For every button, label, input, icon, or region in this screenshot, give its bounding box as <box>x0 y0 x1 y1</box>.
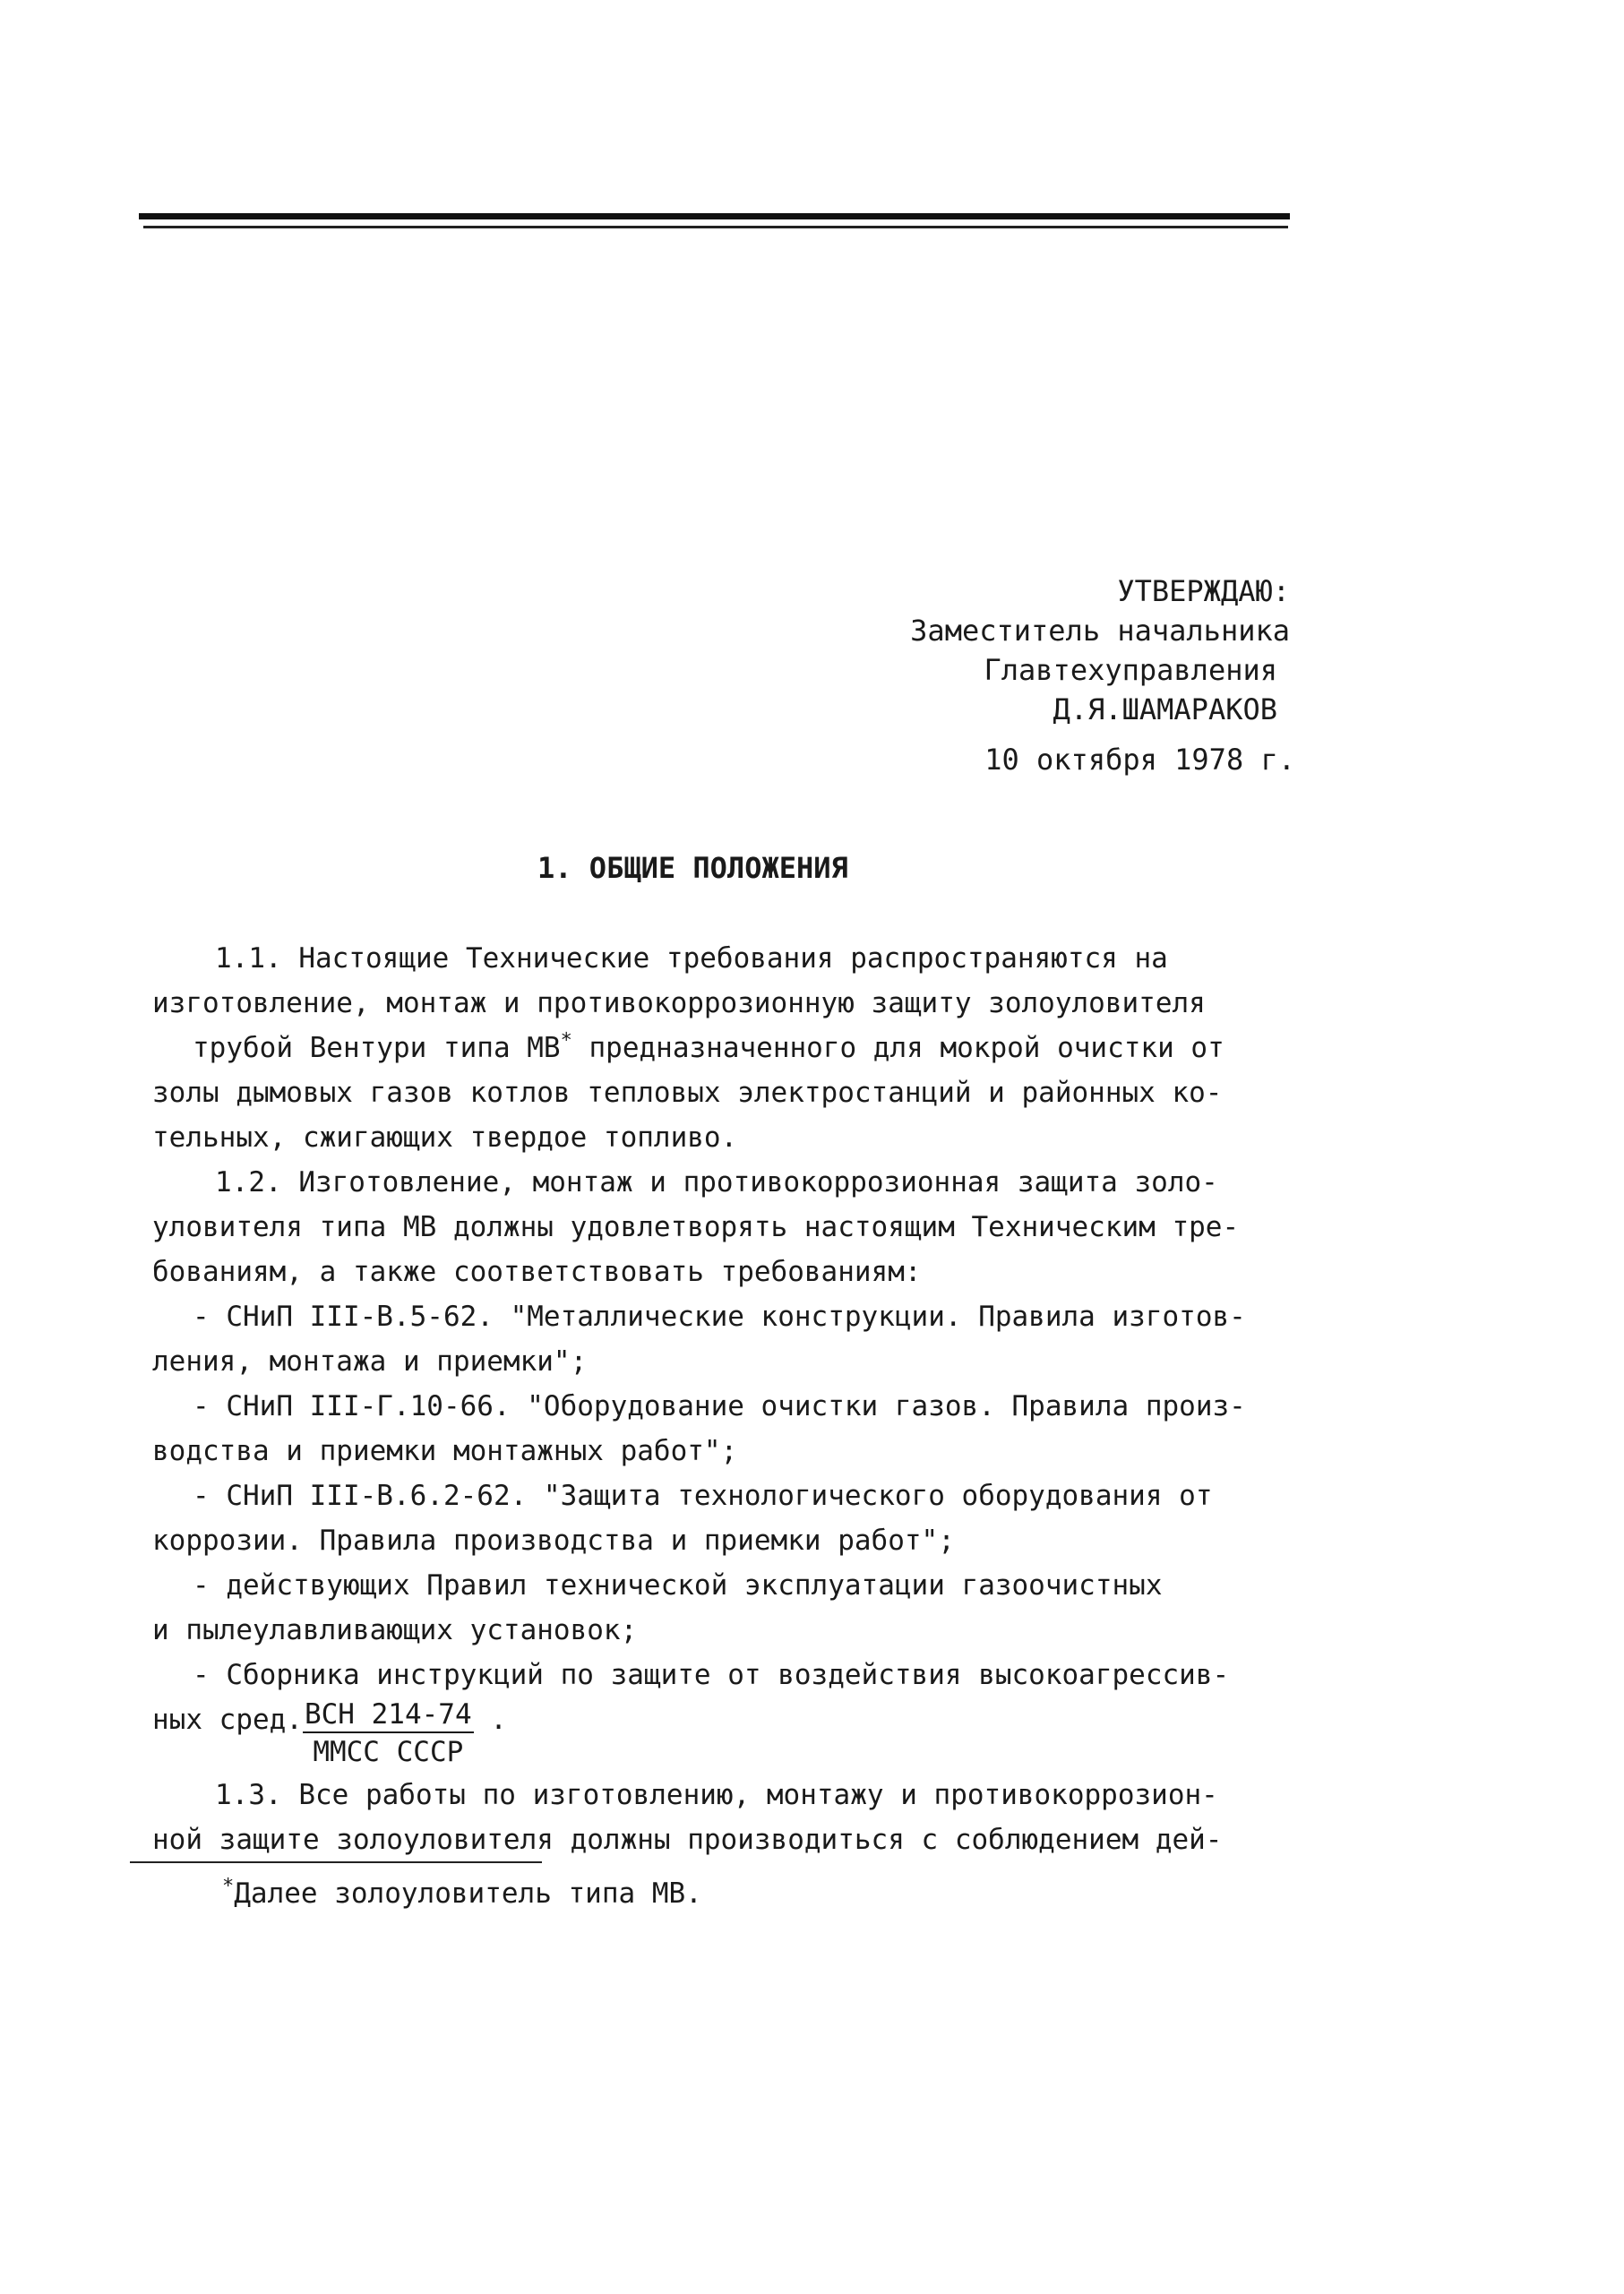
approval-name: Д.Я.ШАМАРАКОВ <box>1053 692 1277 726</box>
p1-2-line-5: ления, монтажа и приемки"; <box>152 1345 588 1378</box>
p1-1-line-3a: трубой Вентури типа МВ <box>193 1032 561 1064</box>
p1-2-line-13 <box>152 1697 1308 1773</box>
p1-2-line-13-text: ных сред. <box>152 1704 303 1736</box>
p1-3-line-1: 1.3. Все работы по изготовлению, монтажу и противокоррозион- <box>215 1779 1218 1811</box>
p1-2-line-4: - СНиП III-В.5-62. "Металлические конструкции. Правила изготов- <box>193 1301 1246 1333</box>
p1-1-line-3b: предназначенного для мокрой очистки от <box>571 1032 1224 1064</box>
p1-2-line-8: - СНиП III-В.6.2-62. "Защита технологического оборудования от <box>193 1480 1213 1512</box>
approval-position-line2: Главтехуправления <box>984 653 1277 687</box>
p1-2-line-1: 1.2. Изготовление, монтаж и противокоррозионная защита золо- <box>215 1166 1218 1199</box>
p1-2-line-10: - действующих Правил технической эксплуатации газоочистных <box>193 1569 1163 1602</box>
document-body <box>152 936 1308 1862</box>
p1-2-line-12: - Сборника инструкций по защите от воздействия высокоагрессив- <box>193 1659 1230 1691</box>
p1-2-line-9: коррозии. Правила производства и приемки работ"; <box>152 1525 955 1557</box>
footnote <box>222 1874 702 1913</box>
p1-1-line-3 <box>152 1026 1308 1070</box>
p1-3-line-2: ной защите золоуловителя должны производиться с соблюдением дей- <box>152 1824 1223 1856</box>
footnote-rule <box>130 1861 542 1863</box>
approval-date: 10 октября 1978 г. <box>984 743 1295 777</box>
header-rule-thick <box>139 213 1290 219</box>
standard-reference <box>303 1697 474 1769</box>
p1-2-line-11: и пылеулавливающих установок; <box>152 1614 638 1646</box>
p1-2-line-6: - СНиП III-Г.10-66. "Оборудование очистки газов. Правила произ- <box>193 1390 1246 1422</box>
p1-2-line-2: уловителя типа МВ должны удовлетворять настоящим Техническим тре- <box>152 1211 1240 1243</box>
standard-ministry: ММСС СССР <box>313 1736 464 1768</box>
p1-2-line-13-trail: . <box>473 1704 507 1736</box>
p1-1-line-2: изготовление, монтаж и противокоррозионную защиту золоуловителя <box>152 987 1206 1019</box>
header-rule-thin <box>143 226 1288 228</box>
approval-block <box>910 571 1295 779</box>
p1-1-line-1: 1.1. Настоящие Технические требования распространяются на <box>215 942 1168 975</box>
section-title: 1. ОБЩИЕ ПОЛОЖЕНИЯ <box>537 851 848 885</box>
p1-1-line-5: тельных, сжигающих твердое топливо. <box>152 1121 738 1154</box>
footnote-text: Далее золоуловитель типа МВ. <box>234 1877 702 1910</box>
footnote-mark: * <box>560 1029 572 1052</box>
approval-heading: УТВЕРЖДАЮ: <box>1117 574 1290 608</box>
standard-number: ВСН 214-74 <box>303 1697 474 1733</box>
footnote-asterisk: * <box>222 1875 235 1898</box>
p1-2-line-7: водства и приемки монтажных работ"; <box>152 1435 738 1467</box>
p1-2-line-3: бованиям, а также соответствовать требованиям: <box>152 1256 922 1288</box>
approval-position-line1: Заместитель начальника <box>910 614 1290 648</box>
p1-1-line-4: золы дымовых газов котлов тепловых электростанций и районных ко- <box>152 1077 1223 1109</box>
